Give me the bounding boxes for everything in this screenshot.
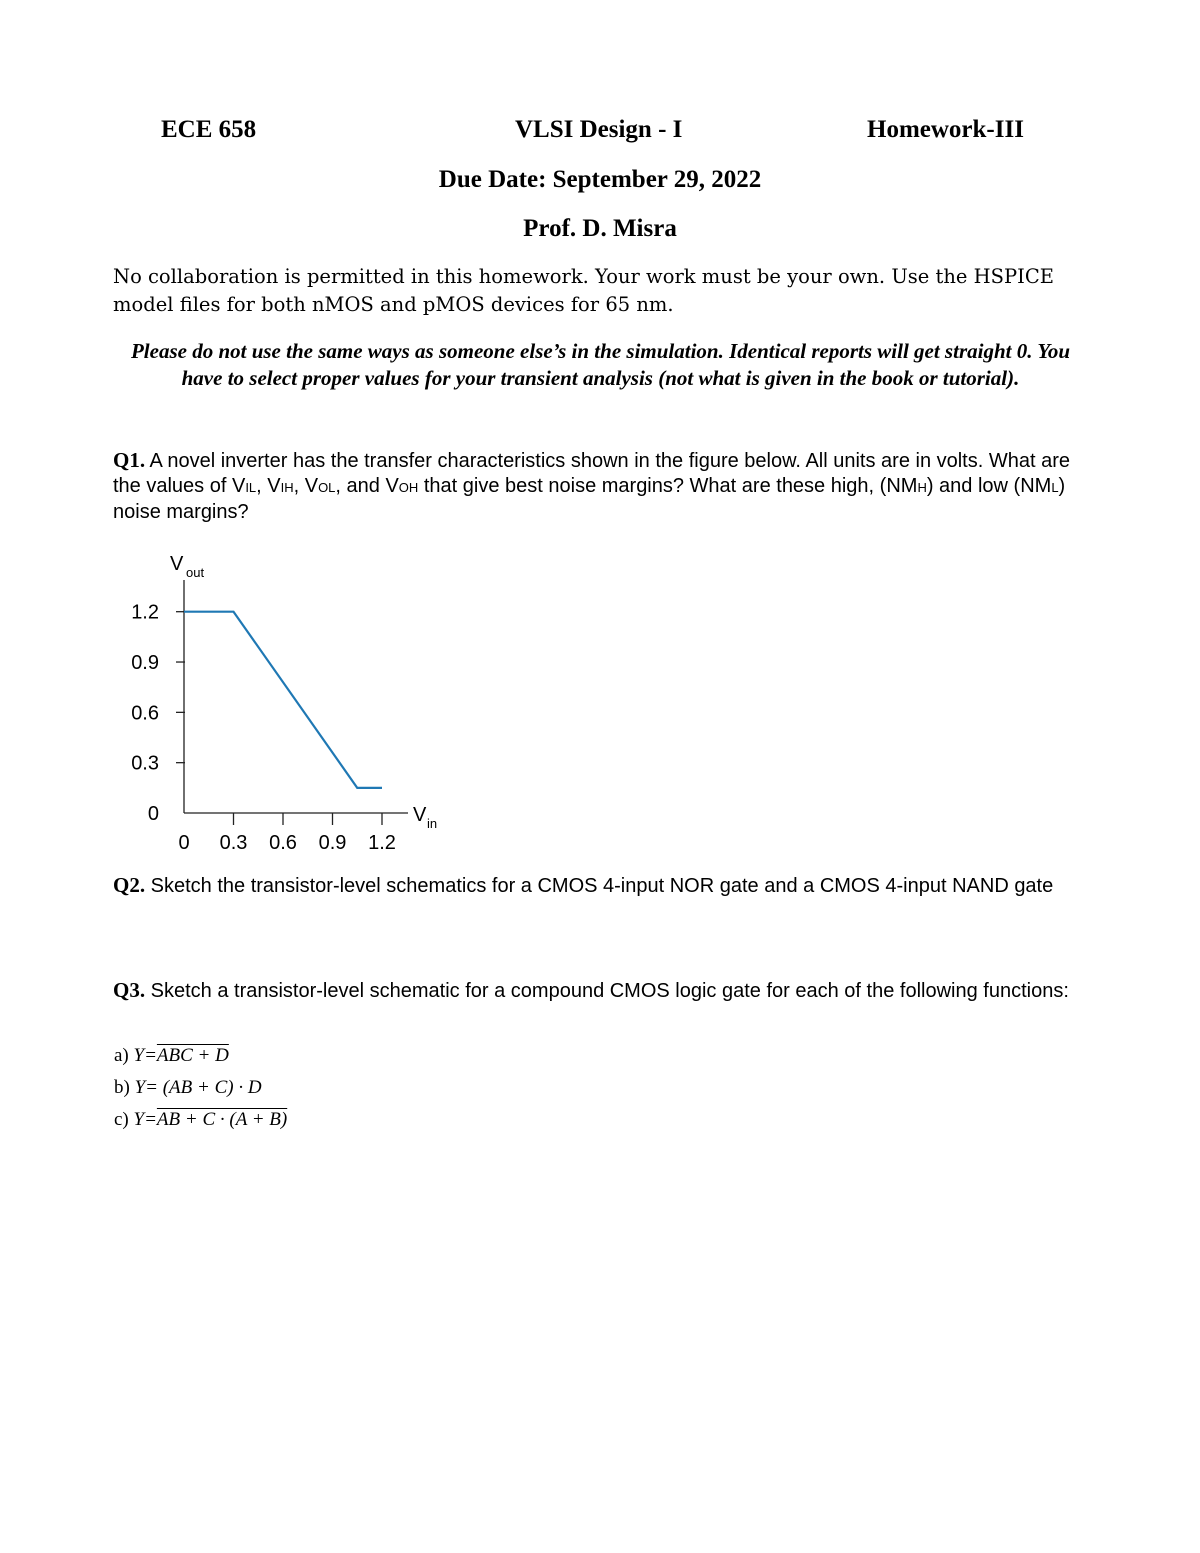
x-tick-label: 0.9 xyxy=(318,832,347,854)
function-a: a) Y=ABC + D xyxy=(114,1045,229,1066)
question-3-label: Q3. xyxy=(113,978,146,1002)
question-1-label: Q1. xyxy=(113,448,146,472)
x-tick-label: 0.6 xyxy=(269,832,297,854)
y-tick-label: 0.3 xyxy=(131,752,159,775)
course-code: ECE 658 xyxy=(161,116,257,143)
question-3: Q3. Sketch a transistor-level schematic for a compound CMOS logic gate for each of the following functions: xyxy=(113,978,1069,1002)
function-c: c) Y=AB + C · (A + B) xyxy=(114,1109,288,1130)
function-b-expr: Y= (AB + C) · D xyxy=(134,1077,262,1098)
question-1: Q1. A novel inverter has the transfer characteristics shown in the figure below. All units are in volts. What are the values of VIL, VIH, VOL, and VOH that give best noise margins? What are these high, (NMH) and low (NML) noise margins? xyxy=(113,448,1070,523)
y-tick-label: 0.6 xyxy=(131,702,159,725)
x-axis-label-sub: in xyxy=(427,816,438,831)
warning-paragraph: Please do not use the same ways as someone else’s in the simulation. Identical reports will get straight 0. You have to select proper values for your transient analysis (not what is given in the book or tutorial). xyxy=(130,339,1071,390)
professor: Prof. D. Misra xyxy=(523,215,677,242)
y-axis-label-sub: out xyxy=(186,565,205,580)
chart-axes xyxy=(184,580,408,813)
function-b: b) Y= (AB + C) · D xyxy=(114,1077,262,1098)
transfer-characteristic-chart xyxy=(100,545,460,865)
assignment-title: Homework-III xyxy=(867,116,1024,143)
y-axis-label: V xyxy=(170,553,184,575)
intro-paragraph: No collaboration is permitted in this homework. Your work must be your own. Use the HSPICE model files for both nMOS and pMOS devices for 65 nm. xyxy=(113,265,1054,316)
x-axis-label: V xyxy=(413,804,427,826)
function-c-expr: AB + C · (A + B) xyxy=(156,1109,288,1130)
x-tick-label: 0 xyxy=(178,832,190,854)
x-tick-label: 0.3 xyxy=(219,832,248,854)
x-tick-label: 1.2 xyxy=(368,832,396,854)
chart-series-line xyxy=(184,612,382,788)
y-tick-label: 0 xyxy=(147,803,159,825)
question-2: Q2. Sketch the transistor-level schematics for a CMOS 4-input NOR gate and a CMOS 4-input NAND gate xyxy=(113,873,1054,897)
y-tick-label: 0.9 xyxy=(131,652,159,675)
due-date: Due Date: September 29, 2022 xyxy=(438,166,762,193)
function-a-expr: ABC + D xyxy=(156,1045,229,1066)
course-title: VLSI Design - I xyxy=(515,116,683,143)
question-2-label: Q2. xyxy=(113,873,146,897)
y-tick-label: 1.2 xyxy=(131,601,159,624)
